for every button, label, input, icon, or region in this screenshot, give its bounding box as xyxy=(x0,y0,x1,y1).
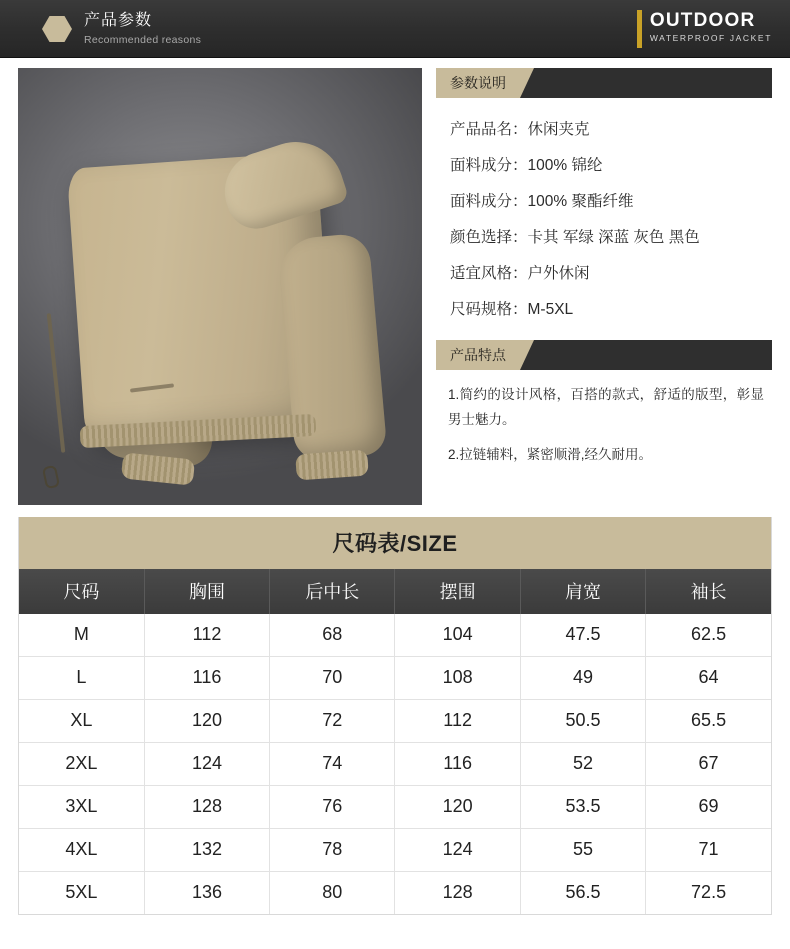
column-header: 摆围 xyxy=(395,569,520,614)
cell: 56.5 xyxy=(520,872,645,915)
cell: 108 xyxy=(395,657,520,700)
spec-row xyxy=(450,256,766,292)
column-header: 尺码 xyxy=(19,569,144,614)
spec-label: 尺码规格： xyxy=(450,301,528,318)
cell: 128 xyxy=(144,786,269,829)
product-info-column xyxy=(436,68,772,505)
table-row xyxy=(19,872,771,915)
spec-value: M-5XL xyxy=(527,301,574,318)
cell: 132 xyxy=(144,829,269,872)
cell: 104 xyxy=(395,614,520,657)
spec-value: 卡其 军绿 深蓝 灰色 黑色 xyxy=(527,229,700,246)
spec-row xyxy=(450,112,766,148)
spec-label: 产品品名： xyxy=(450,121,528,138)
spec-label: 面料成分： xyxy=(450,157,528,174)
spec-label: 适宜风格： xyxy=(450,265,528,282)
cell: 5XL xyxy=(19,872,144,915)
cell: 3XL xyxy=(19,786,144,829)
size-table-title: 尺码表/SIZE xyxy=(19,517,771,569)
cell: 72.5 xyxy=(646,872,771,915)
spec-label: 颜色选择： xyxy=(450,229,528,246)
cell: L xyxy=(19,657,144,700)
cell: 116 xyxy=(395,743,520,786)
table-row xyxy=(19,614,771,657)
column-header: 胸围 xyxy=(144,569,269,614)
page-subtitle: Recommended reasons xyxy=(84,33,202,46)
cell: 124 xyxy=(144,743,269,786)
spec-row xyxy=(450,292,766,328)
table-row xyxy=(19,829,771,872)
cell: 80 xyxy=(270,872,395,915)
cell: 68 xyxy=(270,614,395,657)
column-header: 肩宽 xyxy=(520,569,645,614)
header-text-block xyxy=(84,12,201,45)
cell: 78 xyxy=(270,829,395,872)
cell: 120 xyxy=(144,700,269,743)
page-title: 产品参数 xyxy=(84,12,153,30)
cell: 69 xyxy=(646,786,771,829)
cell: 76 xyxy=(270,786,395,829)
feature-section-header xyxy=(436,340,772,370)
cell: 128 xyxy=(395,872,520,915)
main-content xyxy=(0,58,790,505)
cell: 52 xyxy=(520,743,645,786)
column-header: 袖长 xyxy=(646,569,771,614)
cell: 74 xyxy=(270,743,395,786)
jacket-cuff-right xyxy=(295,450,369,481)
cell: 55 xyxy=(520,829,645,872)
cell: 136 xyxy=(144,872,269,915)
brand-tagline: WATERPROOF JACKET xyxy=(649,33,772,43)
brand-logo xyxy=(637,10,772,48)
feature-item: 2.拉链辅料，紧密顺滑,经久耐用。 xyxy=(448,447,653,462)
cell: 4XL xyxy=(19,829,144,872)
brand-accent-bar xyxy=(637,10,642,48)
spec-value: 户外休闲 xyxy=(527,265,590,282)
table-header-row xyxy=(19,569,771,614)
product-photo xyxy=(18,68,422,505)
column-header: 后中长 xyxy=(270,569,395,614)
zipper-pull-icon xyxy=(42,465,60,489)
cell: 72 xyxy=(270,700,395,743)
table-row xyxy=(19,786,771,829)
hexagon-icon xyxy=(42,16,72,42)
brand-text xyxy=(650,10,772,48)
size-table-section xyxy=(18,517,772,915)
cell: 112 xyxy=(144,614,269,657)
cell: 112 xyxy=(395,700,520,743)
cell: 64 xyxy=(646,657,771,700)
spec-value: 100% 锦纶 xyxy=(527,157,603,174)
spec-section-title: 参数说明 xyxy=(436,68,520,98)
brand-name: OUTDOOR xyxy=(649,10,756,31)
cell: 53.5 xyxy=(520,786,645,829)
cell: 65.5 xyxy=(646,700,771,743)
size-table xyxy=(19,569,771,914)
jacket-zipper xyxy=(47,313,66,453)
table-row xyxy=(19,743,771,786)
feature-section-title: 产品特点 xyxy=(436,340,520,370)
cell: 2XL xyxy=(19,743,144,786)
feature-list xyxy=(436,370,772,467)
spec-list xyxy=(436,98,772,332)
feature-item: 1.简约的设计风格，百搭的款式，舒适的版型，彰显男士魅力。 xyxy=(448,387,764,427)
spec-label: 面料成分： xyxy=(450,193,528,210)
cell: 67 xyxy=(646,743,771,786)
cell: 70 xyxy=(270,657,395,700)
cell: 120 xyxy=(395,786,520,829)
spec-section-header xyxy=(436,68,772,98)
cell: 124 xyxy=(395,829,520,872)
cell: 47.5 xyxy=(520,614,645,657)
spec-value: 休闲夹克 xyxy=(527,121,590,138)
cell: XL xyxy=(19,700,144,743)
cell: M xyxy=(19,614,144,657)
table-body xyxy=(19,614,771,914)
spec-value: 100% 聚酯纤维 xyxy=(527,193,634,210)
spec-row xyxy=(450,184,766,220)
cell: 71 xyxy=(646,829,771,872)
page-header xyxy=(0,0,790,58)
cell: 50.5 xyxy=(520,700,645,743)
spec-row xyxy=(450,148,766,184)
cell: 116 xyxy=(144,657,269,700)
cell: 62.5 xyxy=(646,614,771,657)
cell: 49 xyxy=(520,657,645,700)
table-row xyxy=(19,657,771,700)
spec-row xyxy=(450,220,766,256)
table-row xyxy=(19,700,771,743)
